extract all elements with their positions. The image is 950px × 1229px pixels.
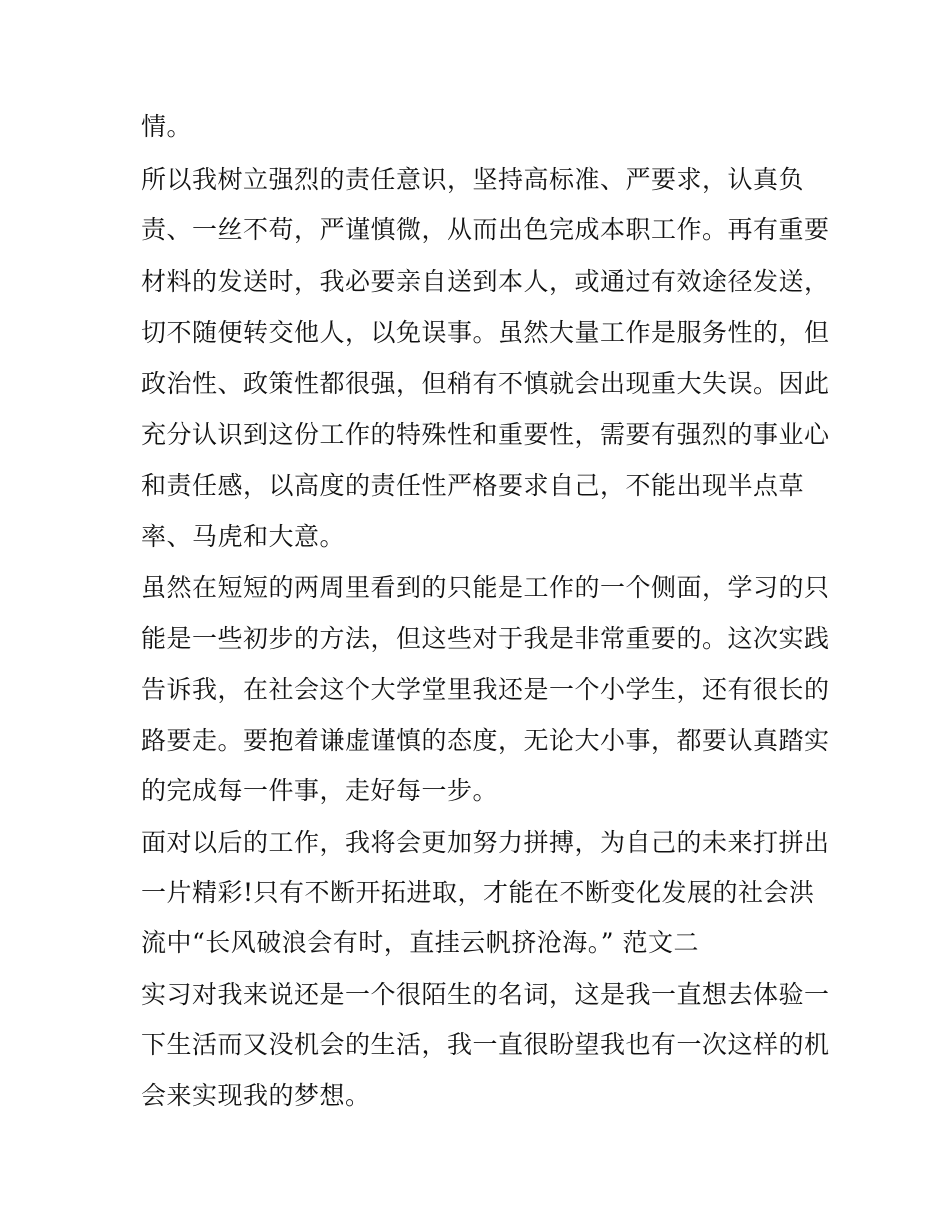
text-line: 下生活而又没机会的生活，我一直很盼望我也有一次这样的机 [141, 1030, 830, 1059]
text-line: 材料的发送时，我必要亲自送到本人，或通过有效途径发送， [141, 267, 830, 296]
text-line: 面对以后的工作，我将会更加努力拼搏，为自己的未来打拼出 [141, 828, 830, 857]
text-line: 一片精彩!只有不断开拓进取，才能在不断变化发展的社会洪 [141, 878, 815, 907]
text-line: 所以我树立强烈的责任意识，坚持高标准、严要求，认真负 [141, 165, 805, 194]
text-line: 告诉我，在社会这个大学堂里我还是一个小学生，还有很长的 [141, 675, 830, 704]
text-line: 流中“长风破浪会有时，直挂云帆挤沧海。” 范文二 [141, 928, 700, 957]
text-line: 路要走。要抱着谦虚谨慎的态度，无论大小事，都要认真踏实 [141, 726, 830, 755]
text-line: 率、马虎和大意。 [141, 522, 346, 551]
text-line: 充分认识到这份工作的特殊性和重要性，需要有强烈的事业心 [141, 420, 830, 449]
text-line: 和责任感，以高度的责任性严格要求自己，不能出现半点草 [141, 471, 805, 500]
text-line: 责、一丝不苟，严谨慎微，从而出色完成本职工作。再有重要 [141, 215, 830, 244]
text-line: 政治性、政策性都很强，但稍有不慎就会出现重大失误。因此 [141, 369, 830, 398]
text-line: 能是一些初步的方法，但这些对于我是非常重要的。这次实践 [141, 624, 830, 653]
text-line: 虽然在短短的两周里看到的只能是工作的一个侧面，学习的只 [141, 573, 830, 602]
text-line: 会来实现我的梦想。 [141, 1081, 371, 1110]
text-line: 情。 [141, 112, 193, 141]
text-line: 实习对我来说还是一个很陌生的名词，这是我一直想去体验一 [141, 980, 830, 1009]
text-line: 的完成每一件事，走好每一步。 [141, 776, 499, 805]
text-line: 切不随便转交他人，以免误事。虽然大量工作是服务性的，但 [141, 318, 830, 347]
